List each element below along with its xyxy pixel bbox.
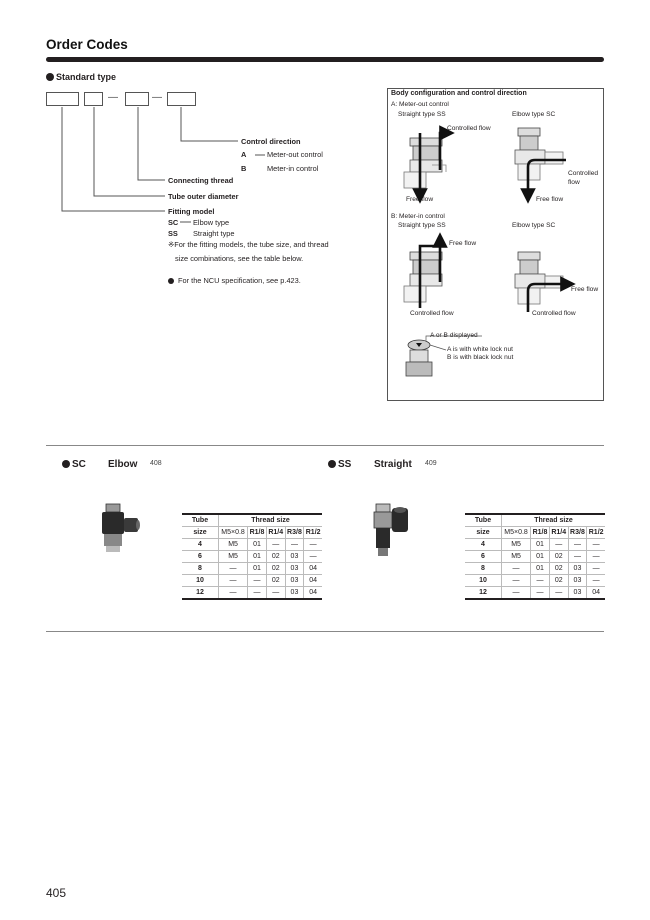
standard-type-heading (46, 72, 116, 82)
ss-cell: — (587, 563, 605, 575)
table-row (182, 587, 322, 600)
bullet-icon (168, 278, 174, 284)
fitting-option-ss-code: SS (168, 229, 178, 238)
sc-tube-size: 8 (182, 563, 219, 575)
sc-cell: 01 (248, 563, 267, 575)
sc-tube-size: 6 (182, 551, 219, 563)
standard-type-label: Standard type (56, 72, 117, 82)
code-box-control (167, 92, 196, 106)
table-row (465, 563, 605, 575)
control-option-b-desc: Meter-in control (267, 164, 319, 173)
sc-h-tube-1: Tube (182, 514, 219, 527)
table-row (465, 551, 605, 563)
connecting-thread-label: Connecting thread (168, 176, 234, 185)
section-divider-top (46, 445, 604, 446)
ss-cell: — (502, 575, 531, 587)
diagram-a-ss-controlled-flow: Controlled flow (447, 125, 491, 132)
sc-thread-col: M5×0.8 (219, 527, 248, 539)
ss-thread-col: R1/4 (549, 527, 568, 539)
table-row (465, 539, 605, 551)
fitting-note-line1: ※For the fitting models, the tube size, and thread (168, 240, 329, 249)
sc-cell: 02 (266, 575, 285, 587)
ss-cell: 01 (531, 539, 550, 551)
ss-tube-size: 10 (465, 575, 502, 587)
fitting-model-label: Fitting model (168, 207, 215, 216)
ss-thread-col: M5×0.8 (502, 527, 531, 539)
sc-cell: — (266, 539, 285, 551)
table-row (465, 587, 605, 600)
table-row (465, 575, 605, 587)
page-title: Order Codes (46, 37, 128, 52)
ncu-note-text: For the NCU specification, see p.423. (178, 276, 301, 285)
bullet-icon (62, 460, 70, 468)
sc-tube-size: 4 (182, 539, 219, 551)
ss-thread-col: R1/8 (531, 527, 550, 539)
ss-cell: — (587, 575, 605, 587)
sc-thread-col: R3/8 (285, 527, 304, 539)
ncu-note (168, 276, 301, 285)
control-direction-label: Control direction (241, 137, 301, 146)
ss-cell: 01 (531, 563, 550, 575)
elbow-fitting-photo (92, 500, 142, 555)
diagram-title: Body configuration and control direction (391, 90, 527, 97)
sc-cell: 03 (285, 575, 304, 587)
sc-tube-size: 12 (182, 587, 219, 600)
model-ss-code (328, 459, 351, 470)
sc-cell: — (248, 587, 267, 600)
ss-cell: — (549, 587, 568, 600)
model-sc-code (62, 459, 86, 470)
ss-thread-col: R1/2 (587, 527, 605, 539)
sc-cell: — (219, 563, 248, 575)
ss-cell: 01 (531, 551, 550, 563)
ss-tube-size: 12 (465, 587, 502, 600)
sc-cell: M5 (219, 539, 248, 551)
diagram-a-elbow: Elbow type SC (512, 111, 556, 118)
ss-cell: — (587, 539, 605, 551)
ss-cell: 02 (549, 551, 568, 563)
diagram-b-sc-free-flow: Free flow (571, 286, 599, 293)
ss-cell: — (531, 587, 550, 600)
bullet-icon (328, 460, 336, 468)
tube-outer-diameter-label: Tube outer diameter (168, 192, 239, 201)
table-row (182, 539, 322, 551)
model-ss-name: Straight (374, 459, 412, 470)
sc-cell: M5 (219, 551, 248, 563)
ss-cell: — (549, 539, 568, 551)
diagram-a-label: A: Meter-out control (391, 101, 449, 108)
model-ss-code-text: SS (338, 459, 352, 470)
table-row (182, 575, 322, 587)
sc-cell: 01 (248, 551, 267, 563)
ss-cell: 03 (568, 587, 587, 600)
sc-cell: — (304, 551, 322, 563)
sc-cell: — (219, 587, 248, 600)
code-box-model (46, 92, 79, 106)
sc-cell: — (285, 539, 304, 551)
ss-h-tube-1: Tube (465, 514, 502, 527)
diagram-b-sc-controlled-flow: Controlled flow (532, 310, 576, 317)
control-option-a-desc: Meter-out control (267, 150, 323, 159)
diagram-white-nut: A is with white lock nut (447, 346, 513, 353)
ss-cell: — (531, 575, 550, 587)
ss-tube-size: 4 (465, 539, 502, 551)
ss-cell: M5 (502, 551, 531, 563)
ss-cell: 02 (549, 575, 568, 587)
code-box-thread (125, 92, 149, 106)
section-divider-bottom (46, 631, 604, 632)
code-box-tube (84, 92, 103, 106)
diagram-black-nut: B is with black lock nut (447, 354, 514, 361)
sc-cell: 03 (285, 587, 304, 600)
ss-cell: M5 (502, 539, 531, 551)
sc-cell: — (219, 575, 248, 587)
ss-cell: — (502, 587, 531, 600)
page-number: 405 (46, 886, 67, 900)
straight-fitting-photo (370, 500, 420, 560)
sc-cell: 04 (304, 587, 322, 600)
code-dash: — (152, 92, 162, 103)
table-row (182, 563, 322, 575)
sc-tube-size: 10 (182, 575, 219, 587)
ss-cell: — (568, 539, 587, 551)
sc-h-thread: Thread size (219, 514, 323, 527)
sc-cell: — (266, 587, 285, 600)
sc-cell: 02 (266, 551, 285, 563)
ss-cell: 03 (568, 563, 587, 575)
diagram-ab-displayed: A or B displayed (430, 332, 478, 339)
code-dash: — (108, 92, 118, 103)
sc-thread-col: R1/4 (266, 527, 285, 539)
sc-cell: — (248, 575, 267, 587)
sc-cell: 03 (285, 551, 304, 563)
sc-thread-col: R1/8 (248, 527, 267, 539)
diagram-b-elbow: Elbow type SC (512, 222, 556, 229)
ss-cell: 04 (587, 587, 605, 600)
ss-cell: — (587, 551, 605, 563)
ss-tube-size: 6 (465, 551, 502, 563)
fitting-option-sc-desc: Elbow type (193, 218, 230, 227)
ss-cell: — (502, 563, 531, 575)
model-sc-code-text: SC (72, 459, 86, 470)
diagram-a-sc-controlled-l1: Controlled (568, 170, 599, 177)
model-ss-page: 409 (425, 460, 437, 467)
diagram-b-label: B: Meter-in control (391, 213, 445, 220)
sc-thread-col: R1/2 (304, 527, 322, 539)
ss-h-tube-2: size (465, 527, 502, 539)
fitting-option-sc-code: SC (168, 218, 179, 227)
sc-cell: 02 (266, 563, 285, 575)
model-sc-page: 408 (150, 460, 162, 467)
title-divider (46, 57, 604, 62)
diagram-a-sc-free-flow: Free flow (536, 196, 564, 203)
diagram-b-ss-free-flow: Free flow (449, 240, 477, 247)
ss-thread-col: R3/8 (568, 527, 587, 539)
diagram-a-sc-controlled-l2: flow (568, 179, 580, 186)
diagram-b-straight: Straight type SS (398, 222, 446, 229)
diagram-b-ss-controlled-flow: Controlled flow (410, 310, 454, 317)
sc-cell: — (304, 539, 322, 551)
sc-cell: 03 (285, 563, 304, 575)
sc-size-table (182, 513, 322, 600)
fitting-note-line2: size combinations, see the table below. (175, 254, 304, 263)
sc-cell: 04 (304, 563, 322, 575)
sc-cell: 01 (248, 539, 267, 551)
ss-cell: — (568, 551, 587, 563)
diagram-a-straight: Straight type SS (398, 111, 446, 118)
diagram-a-ss-free-flow: Free flow (406, 196, 434, 203)
ss-h-thread: Thread size (502, 514, 606, 527)
sc-cell: 04 (304, 575, 322, 587)
sc-h-tube-2: size (182, 527, 219, 539)
control-option-a-code: A (241, 150, 247, 159)
model-sc-name: Elbow (108, 459, 138, 470)
ss-cell: 02 (549, 563, 568, 575)
control-option-b-code: B (241, 164, 247, 173)
bullet-icon (46, 73, 54, 81)
table-row (182, 551, 322, 563)
fitting-option-ss-desc: Straight type (193, 229, 235, 238)
ss-size-table (465, 513, 605, 600)
ss-tube-size: 8 (465, 563, 502, 575)
ss-cell: 03 (568, 575, 587, 587)
